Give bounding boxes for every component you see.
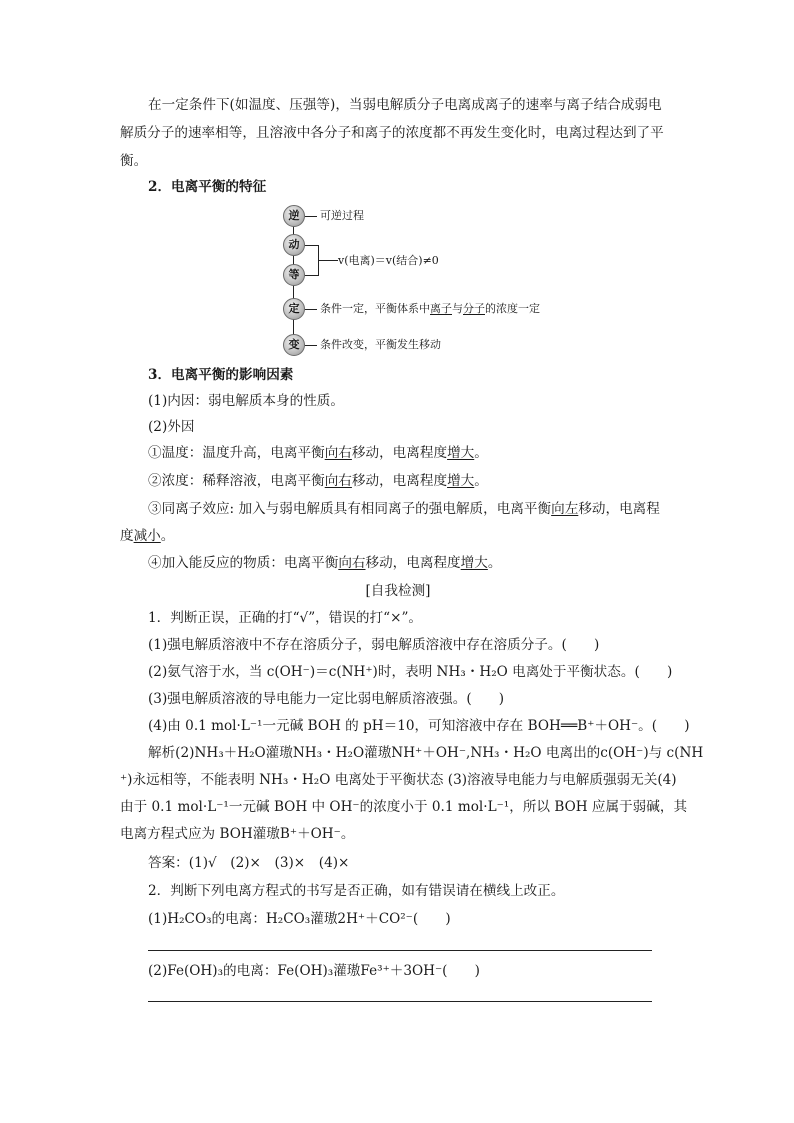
self-check-title: [自我检测] <box>365 583 431 599</box>
q1-item-4: (4)由 0.1 mol·L⁻¹一元碱 BOH 的 pH＝10，可知溶液中存在 BOH══B⁺＋OH⁻。( ) <box>148 718 690 734</box>
factor-reactive <box>148 550 676 576</box>
common-ion-degree: 减小 <box>133 528 161 544</box>
connector-ding <box>305 309 317 310</box>
external-cause: (2)外因 <box>148 419 195 435</box>
label-bian: 条件改变，平衡发生移动 <box>320 338 441 351</box>
factor-temperature <box>148 440 676 466</box>
connector-ni <box>305 216 317 217</box>
common-ion-end: 。 <box>160 528 175 544</box>
intro-line-1: 在一定条件下(如温度、压强等)，当弱电解质分子电离成离子的速率与离子结合成弱电 <box>148 97 662 113</box>
reactive-end: 。 <box>487 555 502 571</box>
label-ding-ion: 离子 <box>430 302 452 315</box>
label-ding-molecule: 分子 <box>463 302 485 315</box>
q1-answer: 答案：(1)√ (2)× (3)× (4)× <box>148 855 350 871</box>
label-ding <box>320 302 540 316</box>
reactive-direction: 向右 <box>338 555 366 571</box>
conc-degree: 增大 <box>447 473 475 489</box>
q1-item-2: (2)氨气溶于水，当 c(OH⁻)＝c(NH⁺)时，表明 NH₃・H₂O 电离处于平衡状态。( ) <box>148 664 673 680</box>
q2-answer-line-2[interactable] <box>148 1001 652 1002</box>
reactive-text: ④加入能反应的物质：电离平衡 <box>148 555 339 571</box>
q1-analysis-line-4: 电离方程式应为 BOH灌璈B⁺＋OH⁻。 <box>120 826 355 842</box>
common-ion-line2-pre: 度 <box>120 528 134 544</box>
temp-degree: 增大 <box>447 445 475 461</box>
conc-end: 。 <box>474 473 488 489</box>
label-dong-deng: v(电离)＝v(结合)≠0 <box>338 254 439 267</box>
reactive-text-mid: 移动，电离程度 <box>365 555 461 571</box>
conc-direction: 向右 <box>324 473 352 489</box>
q2-item-2: (2)Fe(OH)₃的电离：Fe(OH)₃灌璈Fe³⁺＋3OH⁻( ) <box>148 963 480 979</box>
intro-line-2: 解质分子的速率相等，且溶液中各分子和离子的浓度都不再发生变化时，电离过程达到了平 <box>120 125 664 141</box>
q1-title: 1．判断正误，正确的打“√”，错误的打“×”。 <box>148 610 422 626</box>
label-ding-mid: 与 <box>452 302 463 315</box>
label-ding-pre: 条件一定，平衡体系中 <box>320 302 430 315</box>
node-deng: 等 <box>283 264 305 286</box>
node-dong: 动 <box>283 234 305 256</box>
factor-common-ion-line2 <box>120 523 676 549</box>
node-bian: 变 <box>283 334 305 356</box>
common-ion-direction: 向左 <box>551 501 579 517</box>
q1-analysis-line-3: 由于 0.1 mol·L⁻¹一元碱 BOH 中 OH⁻的浓度小于 0.1 mol·L⁻¹，所以 BOH 应属于弱碱，其 <box>120 799 688 815</box>
equilibrium-features-diagram <box>270 200 590 360</box>
factor-common-ion-line1 <box>148 496 676 522</box>
common-ion-text-post: 移动，电离程 <box>578 501 660 517</box>
conc-text: ②浓度：稀释溶液，电离平衡 <box>148 473 325 489</box>
factor-concentration <box>148 468 676 494</box>
q2-item-1: (1)H₂CO₃的电离：H₂CO₃灌璈2H⁺＋CO²⁻( ) <box>148 911 451 927</box>
internal-cause: (1)内因：弱电解质本身的性质。 <box>148 393 344 409</box>
label-ding-post: 的浓度一定 <box>485 302 540 315</box>
bracket-bottom <box>305 275 319 276</box>
bracket-stem <box>318 260 338 261</box>
temp-text: ①温度：温度升高，电离平衡 <box>148 445 325 461</box>
connector-bian <box>305 345 317 346</box>
reactive-degree: 增大 <box>460 555 488 571</box>
temp-text-mid: 移动，电离程度 <box>351 445 448 461</box>
q2-title: 2．判断下列电离方程式的书写是否正确，如有错误请在横线上改正。 <box>148 883 565 899</box>
q1-analysis-line-1: 解析(2)NH₃＋H₂O灌璈NH₃・H₂O灌璈NH⁺＋OH⁻,NH₃・H₂O 电离出的c(OH⁻)与 c(NH <box>148 745 704 761</box>
q1-item-3: (3)强电解质溶液的导电能力一定比弱电解质溶液强。( ) <box>148 691 505 707</box>
q2-answer-line-1[interactable] <box>148 950 652 951</box>
conc-text-mid: 移动，电离程度 <box>351 473 448 489</box>
bracket-top <box>305 245 319 246</box>
intro-line-3: 衡。 <box>120 153 148 169</box>
temp-end: 。 <box>474 445 488 461</box>
common-ion-text: ③同离子效应: 加入与弱电解质具有相同离子的强电解质，电离平衡 <box>148 501 552 517</box>
section-2-title: 2．电离平衡的特征 <box>148 179 267 195</box>
label-ni: 可逆过程 <box>320 209 364 222</box>
node-ding: 定 <box>283 298 305 320</box>
temp-direction: 向右 <box>324 445 352 461</box>
node-ni: 逆 <box>283 205 305 227</box>
q1-item-1: (1)强电解质溶液中不存在溶质分子，弱电解质溶液中存在溶质分子。( ) <box>148 637 600 653</box>
q1-analysis-line-2: ⁺)永远相等，不能表明 NH₃・H₂O 电离处于平衡状态 (3)溶液导电能力与电解质强弱无关(4) <box>120 772 677 788</box>
section-3-title: 3．电离平衡的影响因素 <box>148 367 294 383</box>
